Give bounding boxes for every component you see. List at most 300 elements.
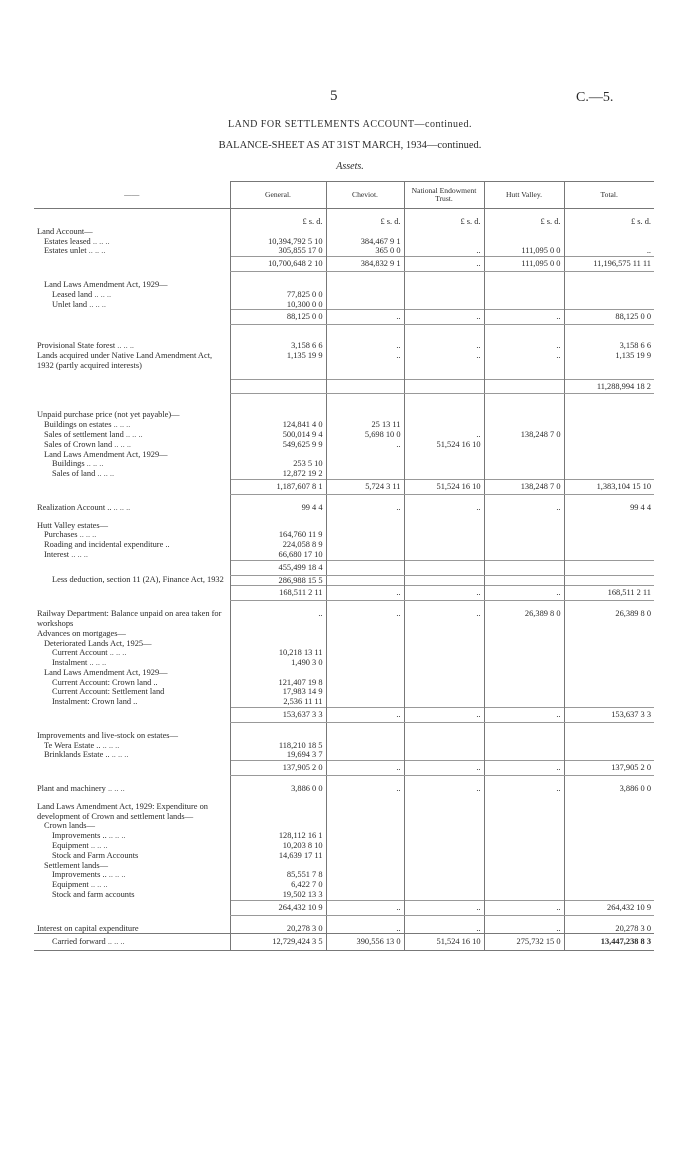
cell-national-endowment — [404, 821, 484, 831]
cell-hutt-valley: .. — [484, 351, 564, 371]
cell-cheviot — [326, 410, 404, 420]
cell-cheviot — [326, 639, 404, 649]
cell-hutt-valley — [484, 280, 564, 290]
cell-total — [564, 648, 654, 658]
cell-hutt-valley — [484, 841, 564, 851]
cell-cheviot — [326, 687, 404, 697]
cell-cheviot — [326, 851, 404, 861]
table-row — [34, 450, 654, 460]
table-row — [34, 530, 654, 540]
cell-hutt-valley: 138,248 7 0 — [484, 479, 564, 494]
row-label: Instalment .. — [34, 658, 230, 668]
cell-national-endowment: .. — [404, 246, 484, 256]
column-header-row — [34, 182, 654, 209]
cell-total: 264,432 10 9 — [564, 900, 654, 915]
cell-general — [230, 821, 326, 831]
cell-cheviot — [326, 861, 404, 871]
cell-national-endowment: 51,524 16 10 — [404, 479, 484, 494]
subtotal-row — [34, 761, 654, 776]
cell-general: 17,983 14 9 — [230, 687, 326, 697]
cell-general: 455,499 18 4 — [230, 560, 326, 575]
cell-general: 10,700,648 2 10 — [230, 257, 326, 272]
table-row — [34, 687, 654, 697]
cell-total — [564, 227, 654, 237]
cell-general: 128,112 16 1 — [230, 831, 326, 841]
subtotal-row — [34, 900, 654, 915]
cell-general: 253 5 10 — [230, 459, 326, 469]
cell-total — [564, 668, 654, 678]
cell-general — [230, 450, 326, 460]
cell-hutt-valley — [484, 870, 564, 880]
cell-total — [564, 540, 654, 550]
table-row — [34, 668, 654, 678]
row-label: Realization Account .. .. — [34, 503, 230, 513]
table-row — [34, 459, 654, 469]
cell-general: 1,187,607 8 1 — [230, 479, 326, 494]
cell-total — [564, 861, 654, 871]
row-label: Leased land .. — [34, 290, 230, 300]
cell-general: 19,694 3 7 — [230, 750, 326, 760]
subtotal-row — [34, 257, 654, 272]
row-label: Current Account: Settlement land — [52, 687, 165, 697]
cell-general: 3,158 6 6 — [230, 341, 326, 351]
table-row — [34, 851, 654, 861]
cell-hutt-valley — [484, 851, 564, 861]
cell-hutt-valley — [484, 290, 564, 300]
cell-general: 118,210 18 5 — [230, 741, 326, 751]
cell-general: 20,278 3 0 — [230, 924, 326, 934]
cell-total — [564, 469, 654, 479]
row-label — [34, 379, 230, 394]
row-label: Provisional State forest .. — [34, 341, 230, 351]
cell-cheviot — [326, 697, 404, 707]
carried-forward-row — [34, 934, 654, 951]
cell-general — [230, 521, 326, 531]
cell-hutt-valley — [484, 658, 564, 668]
cell-national-endowment — [404, 227, 484, 237]
cell-total — [564, 575, 654, 586]
carried-cheviot: 390,556 13 0 — [326, 934, 404, 951]
cell-cheviot — [326, 575, 404, 586]
cell-total: 3,158 6 6 — [564, 341, 654, 351]
cell-hutt-valley — [484, 802, 564, 822]
cell-hutt-valley — [484, 379, 564, 394]
cell-hutt-valley — [484, 521, 564, 531]
cell-hutt-valley — [484, 410, 564, 420]
cell-national-endowment — [404, 459, 484, 469]
table-row — [34, 784, 654, 794]
cell-national-endowment — [404, 731, 484, 741]
cell-hutt-valley — [484, 530, 564, 540]
row-label — [34, 310, 230, 325]
cell-national-endowment — [404, 697, 484, 707]
cell-national-endowment: .. — [404, 708, 484, 723]
cell-cheviot — [326, 629, 404, 639]
cell-general — [230, 731, 326, 741]
cell-hutt-valley — [484, 459, 564, 469]
currency-unit: £ s. d. — [326, 217, 404, 227]
table-row — [34, 430, 654, 440]
cell-national-endowment — [404, 741, 484, 751]
cell-cheviot — [326, 750, 404, 760]
cell-total: 3,886 0 0 — [564, 784, 654, 794]
cell-national-endowment: .. — [404, 341, 484, 351]
row-label: Less deduction, section 11 (2A), Finance Act, 1932 — [52, 575, 224, 585]
cell-cheviot: 5,724 3 11 — [326, 479, 404, 494]
cell-general: 10,203 8 10 — [230, 841, 326, 851]
table-row — [34, 750, 654, 760]
cell-total — [564, 731, 654, 741]
cell-national-endowment — [404, 639, 484, 649]
row-label: Unlet land .. — [34, 300, 230, 310]
cell-hutt-valley: .. — [484, 900, 564, 915]
cell-total: .. — [564, 246, 654, 256]
row-label: Equipment .. — [34, 880, 230, 890]
cell-cheviot: 384,832 9 1 — [326, 257, 404, 272]
row-label: Sales of land .. — [34, 469, 230, 479]
carried-forward-label: Carried forward .. — [34, 934, 230, 951]
subtotal-row — [34, 586, 654, 601]
cell-hutt-valley — [484, 831, 564, 841]
row-label — [34, 586, 230, 601]
cell-national-endowment — [404, 668, 484, 678]
row-label — [34, 257, 230, 272]
row-label: Land Laws Amendment Act, 1929: Expenditure on development of Crown and settlement lands— — [37, 801, 208, 821]
cell-general: 137,905 2 0 — [230, 761, 326, 776]
cell-hutt-valley — [484, 861, 564, 871]
row-label: Improvements .. .. — [34, 870, 230, 880]
cell-cheviot — [326, 550, 404, 560]
cell-national-endowment — [404, 521, 484, 531]
cell-cheviot: .. — [326, 351, 404, 371]
cell-total — [564, 841, 654, 851]
cell-general — [230, 629, 326, 639]
cell-national-endowment: 51,524 16 10 — [404, 440, 484, 450]
row-label: Lands acquired under Native Land Amendment Act, 1932 (partly acquired interests) — [37, 350, 213, 370]
cell-national-endowment — [404, 750, 484, 760]
row-label: Sales of settlement land .. — [34, 430, 230, 440]
cell-general: 88,125 0 0 — [230, 310, 326, 325]
cell-national-endowment — [404, 550, 484, 560]
currency-unit: £ s. d. — [564, 217, 654, 227]
table-row — [34, 802, 654, 822]
cell-cheviot — [326, 678, 404, 688]
carried-total: 13,447,238 8 3 — [564, 934, 654, 951]
cell-cheviot — [326, 379, 404, 394]
cell-cheviot — [326, 450, 404, 460]
cell-national-endowment — [404, 575, 484, 586]
row-label: Purchases .. — [34, 530, 230, 540]
row-label: Improvements .. .. — [34, 831, 230, 841]
cell-cheviot: 384,467 9 1 — [326, 237, 404, 247]
cell-national-endowment — [404, 687, 484, 697]
cell-cheviot — [326, 880, 404, 890]
cell-cheviot: .. — [326, 503, 404, 513]
cell-national-endowment: .. — [404, 310, 484, 325]
row-label — [34, 708, 230, 723]
cell-general — [230, 379, 326, 394]
cell-general: 1,135 19 9 — [230, 351, 326, 371]
cell-national-endowment: .. — [404, 586, 484, 601]
cell-national-endowment: .. — [404, 351, 484, 371]
cell-cheviot: 25 13 11 — [326, 420, 404, 430]
cell-total — [564, 629, 654, 639]
col-header-general: General. — [230, 182, 326, 209]
row-label: Interest on capital expenditure — [37, 923, 139, 933]
row-label: Crown lands— — [44, 821, 95, 831]
table-row — [34, 290, 654, 300]
cell-national-endowment — [404, 831, 484, 841]
cell-general: 19,502 13 3 — [230, 890, 326, 900]
cell-general: 264,432 10 9 — [230, 900, 326, 915]
cell-national-endowment — [404, 678, 484, 688]
cell-total — [564, 802, 654, 822]
cell-general: 14,639 17 11 — [230, 851, 326, 861]
cell-national-endowment: .. — [404, 784, 484, 794]
table-row — [34, 880, 654, 890]
table-row — [34, 237, 654, 247]
cell-hutt-valley — [484, 687, 564, 697]
cell-national-endowment — [404, 237, 484, 247]
table-row — [34, 410, 654, 420]
cell-hutt-valley — [484, 469, 564, 479]
col-header-cheviot: Cheviot. — [326, 182, 404, 209]
table-row — [34, 227, 654, 237]
cell-hutt-valley: .. — [484, 784, 564, 794]
cell-national-endowment — [404, 469, 484, 479]
cell-hutt-valley: .. — [484, 310, 564, 325]
cell-hutt-valley — [484, 450, 564, 460]
subtotal-row — [34, 310, 654, 325]
assets-table — [34, 181, 654, 951]
cell-hutt-valley: .. — [484, 586, 564, 601]
cell-national-endowment — [404, 560, 484, 575]
cell-hutt-valley — [484, 575, 564, 586]
row-label: Current Account: Crown land .. — [52, 677, 158, 687]
cell-national-endowment — [404, 851, 484, 861]
cell-general: 164,760 11 9 — [230, 530, 326, 540]
cell-general — [230, 639, 326, 649]
cell-general: 124,841 4 0 — [230, 420, 326, 430]
table-row — [34, 351, 654, 371]
cell-total: 99 4 4 — [564, 503, 654, 513]
table-row — [34, 648, 654, 658]
row-label: Land Laws Amendment Act, 1929— — [44, 449, 168, 459]
table-row — [34, 731, 654, 741]
carried-national-endowment: 51,524 16 10 — [404, 934, 484, 951]
cell-national-endowment — [404, 379, 484, 394]
cell-hutt-valley — [484, 750, 564, 760]
cell-hutt-valley — [484, 540, 564, 550]
table-row — [34, 575, 654, 586]
cell-general: 66,680 17 10 — [230, 550, 326, 560]
table-row — [34, 246, 654, 256]
cell-cheviot — [326, 802, 404, 822]
cell-cheviot: .. — [326, 440, 404, 450]
cell-hutt-valley: 111,095 0 0 — [484, 257, 564, 272]
cell-hutt-valley — [484, 227, 564, 237]
cell-hutt-valley: .. — [484, 708, 564, 723]
cell-national-endowment: .. — [404, 900, 484, 915]
cell-national-endowment — [404, 648, 484, 658]
cell-national-endowment: .. — [404, 924, 484, 934]
row-label: Te Wera Estate .. .. — [34, 741, 230, 751]
cell-total — [564, 890, 654, 900]
subtotal-row — [34, 560, 654, 575]
table-row — [34, 540, 654, 550]
row-label: Buildings on estates .. — [34, 420, 230, 430]
balance-sheet-title: BALANCE-SHEET AS AT 31ST MARCH, 1934—continued. — [218, 140, 482, 151]
cell-national-endowment: .. — [404, 257, 484, 272]
cell-general — [230, 410, 326, 420]
row-label: Settlement lands— — [44, 860, 108, 870]
cell-general — [230, 280, 326, 290]
row-label: Current Account .. — [34, 648, 230, 658]
cell-total — [564, 550, 654, 560]
cell-hutt-valley — [484, 560, 564, 575]
cell-general — [230, 668, 326, 678]
cell-general: 10,394,792 5 10 — [230, 237, 326, 247]
cell-total — [564, 459, 654, 469]
row-label: Plant and machinery .. — [34, 784, 230, 794]
cell-national-endowment — [404, 802, 484, 822]
cell-national-endowment — [404, 841, 484, 851]
cell-cheviot — [326, 841, 404, 851]
table-row — [34, 870, 654, 880]
row-label: Brinklands Estate .. .. — [34, 750, 230, 760]
cell-total — [564, 831, 654, 841]
cell-cheviot — [326, 540, 404, 550]
cell-cheviot — [326, 530, 404, 540]
table-row — [34, 440, 654, 450]
cell-hutt-valley — [484, 731, 564, 741]
cell-total — [564, 750, 654, 760]
cell-cheviot — [326, 890, 404, 900]
cell-national-endowment — [404, 290, 484, 300]
cell-hutt-valley: .. — [484, 503, 564, 513]
carried-general: 12,729,424 3 5 — [230, 934, 326, 951]
currency-row — [34, 217, 654, 227]
cell-hutt-valley — [484, 890, 564, 900]
cell-general — [230, 227, 326, 237]
cell-cheviot: .. — [326, 900, 404, 915]
cell-national-endowment — [404, 658, 484, 668]
cell-national-endowment: .. — [404, 503, 484, 513]
row-label: Railway Department: Balance unpaid on area taken for workshops — [37, 609, 222, 628]
cell-total: 153,637 3 3 — [564, 708, 654, 723]
cell-total: 137,905 2 0 — [564, 761, 654, 776]
table-row — [34, 629, 654, 639]
cell-general: 3,886 0 0 — [230, 784, 326, 794]
cell-total — [564, 521, 654, 531]
cell-cheviot — [326, 731, 404, 741]
cell-hutt-valley: .. — [484, 761, 564, 776]
section-heading: Assets. — [336, 161, 364, 172]
subtotal-row — [34, 708, 654, 723]
cell-cheviot — [326, 870, 404, 880]
cell-total — [564, 530, 654, 540]
page-number: 5 — [330, 88, 338, 104]
row-label: Improvements and live-stock on estates— — [37, 730, 178, 740]
row-label: Unpaid purchase price (not yet payable)— — [37, 410, 180, 420]
cell-total — [564, 300, 654, 310]
row-label: Estates unlet .. — [34, 246, 230, 256]
cell-cheviot — [326, 658, 404, 668]
table-row — [34, 741, 654, 751]
cell-hutt-valley: .. — [484, 924, 564, 934]
cell-hutt-valley — [484, 880, 564, 890]
cell-cheviot — [326, 290, 404, 300]
cell-hutt-valley — [484, 420, 564, 430]
carried-hutt-valley: 275,732 15 0 — [484, 934, 564, 951]
cell-national-endowment — [404, 629, 484, 639]
cell-total: 11,288,994 18 2 — [564, 379, 654, 394]
subtotal-row — [34, 379, 654, 394]
cell-hutt-valley — [484, 821, 564, 831]
currency-unit: £ s. d. — [484, 217, 564, 227]
cell-national-endowment — [404, 890, 484, 900]
cell-general: 99 4 4 — [230, 503, 326, 513]
cell-general: 1,490 3 0 — [230, 658, 326, 668]
cell-cheviot: .. — [326, 924, 404, 934]
cell-cheviot — [326, 300, 404, 310]
cell-total — [564, 410, 654, 420]
cell-cheviot — [326, 648, 404, 658]
cell-national-endowment — [404, 410, 484, 420]
cell-national-endowment: .. — [404, 761, 484, 776]
cell-total — [564, 821, 654, 831]
cell-general: 121,407 19 8 — [230, 678, 326, 688]
table-row — [34, 831, 654, 841]
row-label: Instalment: Crown land .. — [52, 697, 138, 707]
cell-total — [564, 851, 654, 861]
col-header-hutt-valley: Hutt Valley. — [484, 182, 564, 209]
cell-total — [564, 741, 654, 751]
row-label: Sales of Crown land .. — [34, 440, 230, 450]
cell-hutt-valley — [484, 678, 564, 688]
row-label: Equipment .. — [34, 841, 230, 851]
cell-total: 11,196,575 11 11 — [564, 257, 654, 272]
cell-cheviot: 5,698 10 0 — [326, 430, 404, 440]
cell-national-endowment: .. — [404, 609, 484, 629]
cell-hutt-valley: 111,095 0 0 — [484, 246, 564, 256]
cell-total — [564, 678, 654, 688]
cell-national-endowment — [404, 870, 484, 880]
cell-cheviot — [326, 831, 404, 841]
account-title: LAND FOR SETTLEMENTS ACCOUNT—continued. — [228, 119, 472, 130]
row-label: Roading and incidental expenditure .. — [44, 540, 170, 550]
cell-cheviot — [326, 469, 404, 479]
cell-total: 20,278 3 0 — [564, 924, 654, 934]
cell-general: 286,988 15 5 — [230, 575, 326, 586]
cell-hutt-valley — [484, 741, 564, 751]
cell-cheviot — [326, 459, 404, 469]
cell-cheviot: .. — [326, 708, 404, 723]
row-label: Hutt Valley estates— — [37, 520, 109, 530]
cell-hutt-valley — [484, 697, 564, 707]
cell-cheviot: .. — [326, 341, 404, 351]
cell-general: 6,422 7 0 — [230, 880, 326, 890]
cell-general: 305,855 17 0 — [230, 246, 326, 256]
cell-national-endowment — [404, 300, 484, 310]
cell-total — [564, 687, 654, 697]
cell-general: 85,551 7 8 — [230, 870, 326, 880]
cell-total — [564, 450, 654, 460]
cell-cheviot — [326, 227, 404, 237]
cell-cheviot — [326, 668, 404, 678]
table-row — [34, 609, 654, 629]
cell-total — [564, 280, 654, 290]
